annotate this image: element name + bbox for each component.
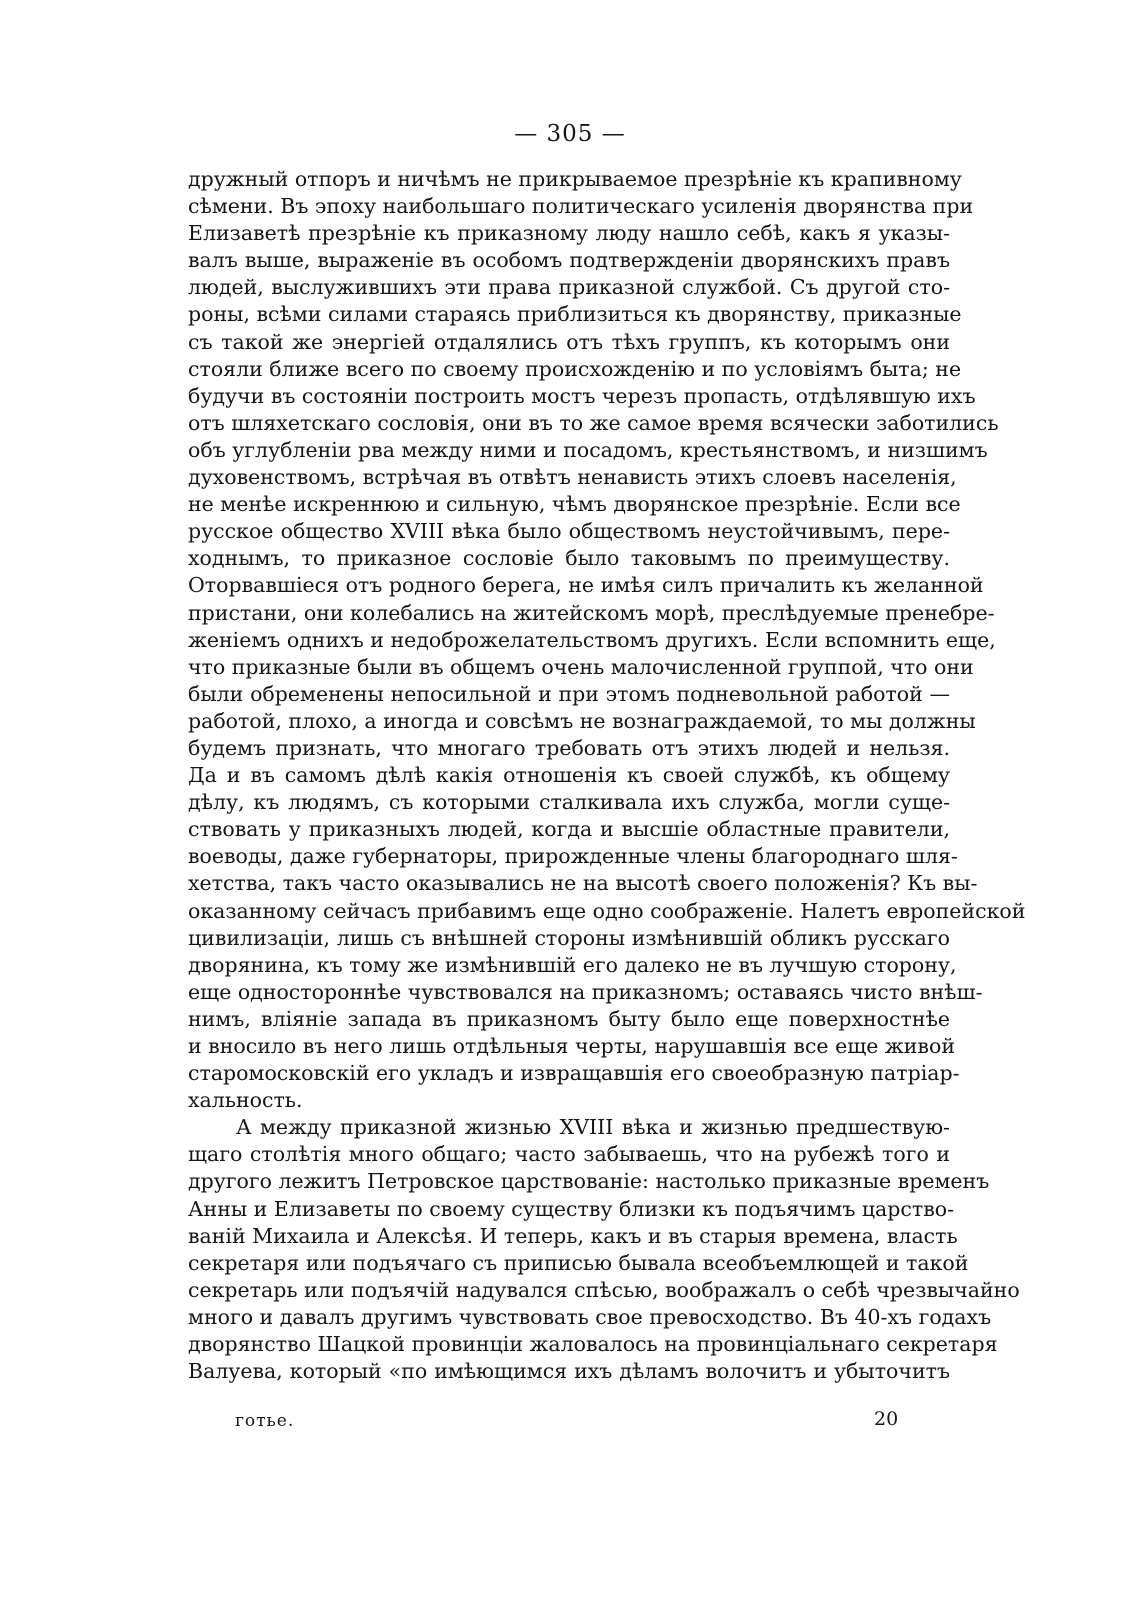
text-line: съ такой же энергіей отдалялись отъ тѣхъ группъ, къ которымъ они [188,329,950,354]
text-line: пристани, они колебались на житейскомъ морѣ, преслѣдуемые пренебре- [188,600,995,625]
text-line: нимъ, вліяніе запада въ приказномъ быту было еще поверхностнѣе [188,1006,950,1031]
text-line: много и давалъ другимъ чувствовать свое превосходство. Въ 40-хъ годахъ [188,1304,992,1329]
text-line: роны, всѣми силами стараясь приблизиться къ дворянству, приказные [188,302,962,327]
text-line: хетства, такъ часто оказывались не на высотѣ своего положенія? Къ вы- [188,871,978,896]
text-line: объ углубленіи рва между ними и посадомъ, крестьянствомъ, и низшимъ [188,437,988,462]
text-line: и вносило въ него лишь отдѣльныя черты, нарушавшія все еще живой [188,1034,955,1058]
text-line: ствовать у приказныхъ людей, когда и высшіе областные правители, [188,817,950,842]
text-line: не менѣе искреннюю и сильную, чѣмъ дворянское презрѣніе. Если все [188,492,961,517]
text-line: Анны и Елизаветы по своему существу близки къ подъячимъ царство- [188,1196,955,1221]
text-line: будемъ признать, что многаго требовать отъ этихъ людей и нельзя. [188,735,950,760]
text-line: другого лежитъ Петровское царствованіе: настолько приказные временъ [188,1169,990,1194]
sheet-number: 20 [874,1408,899,1430]
text-line: секретаря или подъячаго съ приписью бывала всеобъемлющей и такой [188,1250,969,1275]
text-line: дружный отпоръ и ничѣмъ не прикрываемое презрѣніе къ крапивному [188,167,962,191]
text-line: цивилизаціи, лишь съ внѣшней стороны измѣнившій обликъ русскаго [188,925,950,950]
main-text [188,166,1026,1385]
text-line: Елизаветѣ презрѣніе къ приказному люду нашло себѣ, какъ я указы- [188,221,950,246]
text-line: были обременены непосильной и при этомъ подневольной работой — [188,681,950,706]
text-line: дворянство Шацкой провинціи жаловалось на провинціальнаго секретаря [188,1332,998,1357]
text-line: дворянина, къ тому же измѣнившій его далеко не въ лучшую сторону, [188,952,957,977]
text-line: будучи въ состояніи построить мостъ черезъ пропасть, отдѣлявшую ихъ [188,383,976,408]
text-line: дѣлу, къ людямъ, съ которыми сталкивала ихъ служба, могли суще- [188,790,950,815]
text-line: секретарь или подъячій надувался спѣсью, воображалъ о себѣ чрезвычайно [188,1277,1020,1302]
text-line: русское общество XVIII вѣка было обществомъ неустойчивымъ, пере- [188,519,950,544]
text-line: ходнымъ, то приказное сословіе было таковымъ по преимуществу. [188,546,950,571]
text-line: людей, выслужившихъ эти права приказной службой. Съ другой сто- [188,275,950,300]
text-line: отъ шляхетскаго сословія, они въ то же самое время всячески заботились [188,410,999,435]
paragraph [188,166,1026,1114]
text-line: щаго столѣтія много общаго; часто забываешь, что на рубежѣ того и [188,1142,950,1167]
text-line: ваній Михаила и Алексѣя. И теперь, какъ и въ старыя времена, власть [188,1223,958,1248]
text-line: Да и въ самомъ дѣлѣ какія отношенія къ своей службѣ, къ общему [188,763,950,788]
text-line: женіемъ однихъ и недоброжелательствомъ другихъ. Если вспомнить еще, [188,627,996,652]
text-line: А между приказной жизнью XVIII вѣка и жизнью предшествую- [236,1115,950,1140]
page-number: — 305 — [514,121,626,147]
text-line: Валуева, который «по имѣющимся ихъ дѣламъ волочитъ и убыточитъ [188,1359,950,1384]
paragraph [188,1114,1020,1385]
text-line: еще одностороннѣе чувствовался на приказномъ; оставаясь чисто внѣш- [188,979,983,1004]
text-line: стояли ближе всего по своему происхожденію и по условіямъ быта; не [188,356,962,381]
text-line: что приказные были въ общемъ очень малочисленной группой, что они [188,654,974,679]
text-line: воеводы, даже губернаторы, прирожденные члены благороднаго шля- [188,844,958,869]
text-line: Оторвавшіеся отъ родного берега, не имѣя силъ причалить къ желанной [188,573,984,598]
text-line: валъ выше, выраженіе въ особомъ подтвержденіи дворянскихъ правъ [188,248,950,273]
text-line: хальность. [188,1088,303,1113]
text-line: оказанному сейчасъ прибавимъ еще одно соображеніе. Налетъ европейской [188,898,1026,923]
text-line: сѣмени. Въ эпоху наибольшаго политическаго усиленія дворянства при [188,194,974,219]
text-line: работой, плохо, а иногда и совсѣмъ не вознаграждаемой, то мы должны [188,708,976,733]
text-line: старомосковскій его укладъ и извращавшія его своеобразную патріар- [188,1061,960,1086]
printer-signature: готье. [235,1411,295,1431]
text-line: духовенствомъ, встрѣчая въ отвѣтъ ненависть этихъ слоевъ населенія, [188,465,957,490]
